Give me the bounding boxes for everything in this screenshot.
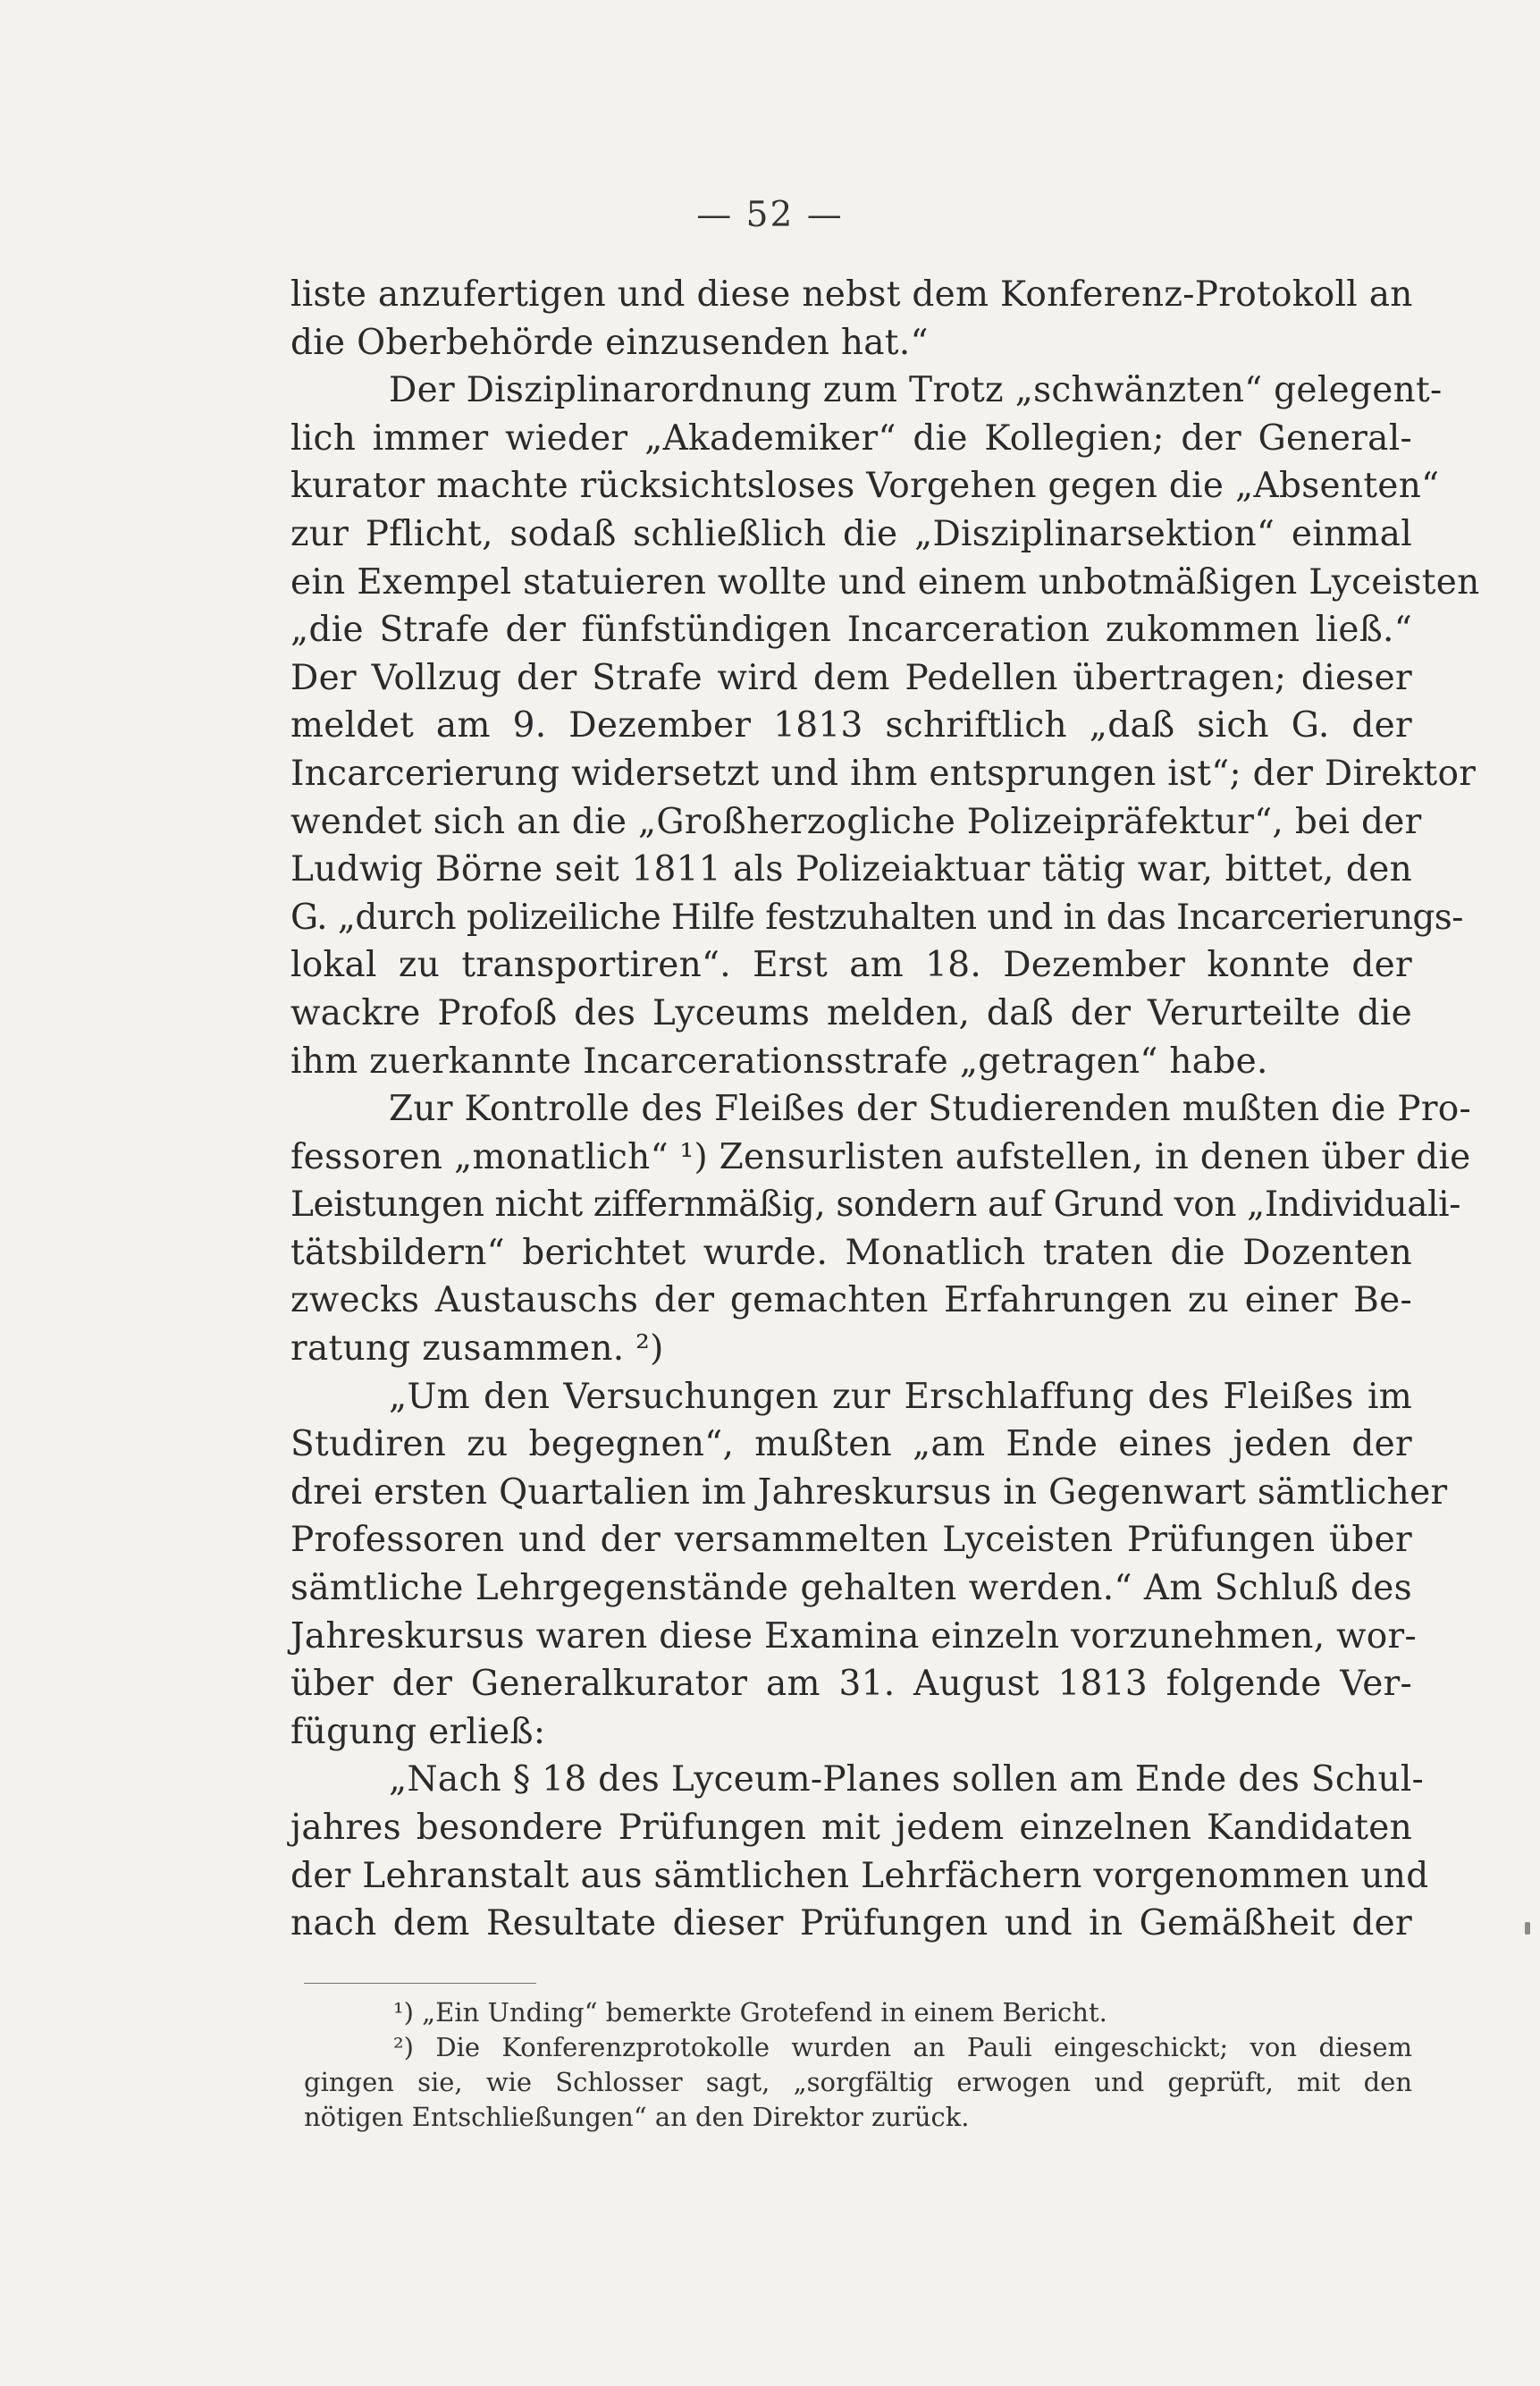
footnote-line: ¹) „Ein Unding“ bemerkte Grotefend in einem Bericht. <box>393 1997 1107 2028</box>
text-line: die Oberbehörde einzusenden hat.“ <box>290 322 929 363</box>
text-line: über der Generalkurator am 31. August 1813 folgende Ver- <box>290 1664 1412 1705</box>
text-line: nach dem Resultate dieser Prüfungen und in Gemäßheit der <box>290 1903 1412 1944</box>
text-line: liste anzufertigen und diese nebst dem Konferenz-Protokoll an <box>290 274 1413 315</box>
footnote-divider <box>304 1983 536 1984</box>
text-line: sämtliche Lehrgegenstände gehalten werden.“ Am Schluß des <box>290 1568 1412 1609</box>
text-line: tätsbildern“ berichtet wurde. Monatlich traten die Dozenten <box>290 1232 1412 1273</box>
footnotes <box>304 1995 1412 2135</box>
footnote-line: ²) Die Konferenzprotokolle wurden an Pauli eingeschickt; von diesem <box>393 2032 1412 2062</box>
text-line: „Um den Versuchungen zur Erschlaffung des Fleißes im <box>389 1376 1412 1417</box>
text-line: Jahreskursus waren diese Examina einzeln vorzunehmen, wor- <box>290 1615 1417 1657</box>
text-line: lich immer wieder „Akademiker“ die Kollegien; der General- <box>290 417 1412 459</box>
text-line: „Nach § 18 des Lyceum-Planes sollen am Ende des Schul- <box>389 1759 1425 1800</box>
text-line: ratung zusammen. ²) <box>290 1328 664 1370</box>
text-line: meldet am 9. Dezember 1813 schriftlich „daß sich G. der <box>290 705 1412 746</box>
text-line: ein Exempel statuieren wollte und einem unbotmäßigen Lyceisten <box>290 561 1480 603</box>
text-line: zwecks Austauschs der gemachten Erfahrungen zu einer Be- <box>290 1280 1412 1321</box>
text-line: ihm zuerkannte Incarcerationsstrafe „getragen“ habe. <box>290 1041 1268 1082</box>
text-line: Zur Kontrolle des Fleißes der Studierenden mußten die Pro- <box>389 1089 1472 1130</box>
text-line: lokal zu transportiren“. Erst am 18. Dezember konnte der <box>290 945 1412 986</box>
text-line: Ludwig Börne seit 1811 als Polizeiaktuar tätig war, bittet, den <box>290 849 1412 890</box>
text-line: wendet sich an die „Großherzogliche Polizeipräfektur“, bei der <box>290 801 1422 842</box>
page-number: — 52 — <box>696 195 844 235</box>
body-text <box>290 271 1480 1948</box>
margin-mark <box>1525 1922 1530 1935</box>
text-line: Leistungen nicht ziffernmäßig, sondern auf Grund von „Individuali- <box>290 1185 1460 1226</box>
text-line: wackre Profoß des Lyceums melden, daß der Verurteilte die <box>290 992 1412 1033</box>
text-line: drei ersten Quartalien im Jahreskursus in Gegenwart sämtlicher <box>290 1471 1448 1513</box>
text-line: Der Vollzug der Strafe wird dem Pedellen übertragen; dieser <box>290 657 1412 698</box>
text-line: fügung erließ: <box>290 1711 546 1752</box>
text-line: Incarcerierung widersetzt und ihm entsprungen ist“; der Direktor <box>290 753 1477 794</box>
text-line: G. „durch polizeiliche Hilfe festzuhalten und in das Incarcerierungs- <box>290 897 1463 938</box>
text-line: kurator machte rücksichtsloses Vorgehen gegen die „Absenten“ <box>290 466 1440 507</box>
text-line: fessoren „monatlich“ ¹) Zensurlisten aufstellen, in denen über die <box>290 1136 1471 1177</box>
text-line: „die Strafe der fünfstündigen Incarceration zukommen ließ.“ <box>290 610 1412 651</box>
footnote-line: nötigen Entschließungen“ an den Direktor zurück. <box>304 2102 970 2132</box>
text-line: Der Disziplinarordnung zum Trotz „schwänzten“ gelegent- <box>389 370 1443 411</box>
text-line: jahres besondere Prüfungen mit jedem einzelnen Kandidaten <box>290 1808 1412 1848</box>
text-line: der Lehranstalt aus sämtlichen Lehrfächern vorgenommen und <box>290 1855 1429 1896</box>
text-line: zur Pflicht, sodaß schließlich die „Disziplinarsektion“ einmal <box>290 513 1412 554</box>
footnote-line: gingen sie, wie Schlosser sagt, „sorgfältig erwogen und geprüft, mit den <box>304 2067 1412 2097</box>
text-line: Professoren und der versammelten Lyceisten Prüfungen über <box>290 1520 1412 1561</box>
text-line: Studiren zu begegnen“, mußten „am Ende eines jeden der <box>290 1424 1412 1465</box>
